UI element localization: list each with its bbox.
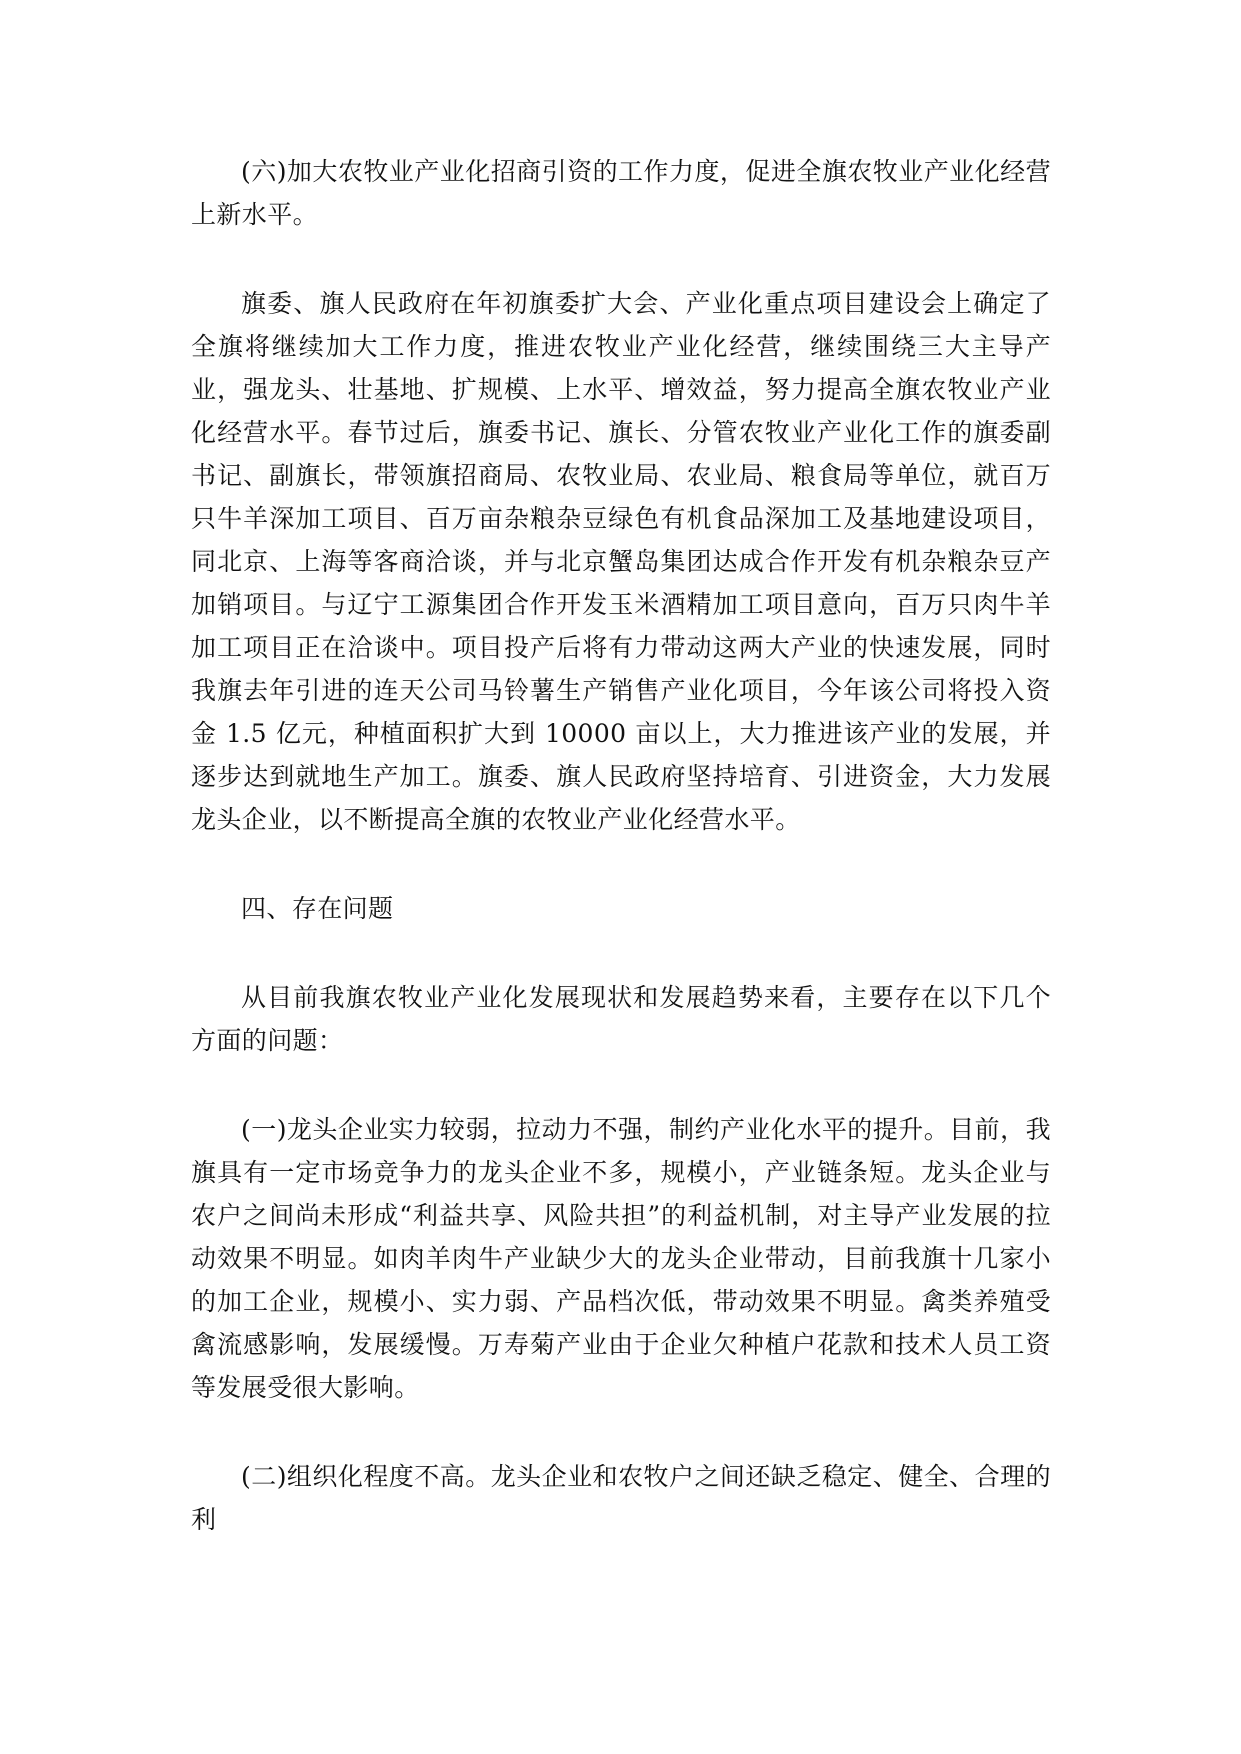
document-body	[191, 150, 1051, 1587]
paragraph-investment-work: 旗委、旗人民政府在年初旗委扩大会、产业化重点项目建设会上确定了全旗将继续加大工作力度，推进农牧业产业化经营，继续围绕三大主导产业，强龙头、壮基地、扩规模、上水平、增效益，努力提高全旗农牧业产业化经营水平。春节过后，旗委书记、旗长、分管农牧业产业化工作的旗委副书记、副旗长，带领旗招商局、农牧业局、农业局、粮食局等单位，就百万只牛羊深加工项目、百万亩杂粮杂豆绿色有机食品深加工及基地建设项目，同北京、上海等客商洽谈，并与北京蟹岛集团达成合作开发有机杂粮杂豆产加销项目。与辽宁工源集团合作开发玉米酒精加工项目意向，百万只肉牛羊加工项目正在洽谈中。项目投产后将有力带动这两大产业的快速发展，同时我旗去年引进的连天公司马铃薯生产销售产业化项目，今年该公司将投入资金 1.5 亿元，种植面积扩大到 10000 亩以上，大力推进该产业的发展，并逐步达到就地生产加工。旗委、旗人民政府坚持培育、引进资金，大力发展龙头企业，以不断提高全旗的农牧业产业化经营水平。	[191, 289, 1051, 834]
paragraph-problem-two: (二)组织化程度不高。龙头企业和农牧户之间还缺乏稳定、健全、合理的利	[191, 1462, 1051, 1534]
section-heading-existing-problems: 四、存在问题	[241, 894, 394, 923]
paragraph-problem-one: (一)龙头企业实力较弱，拉动力不强，制约产业化水平的提升。目前，我旗具有一定市场竞争力的龙头企业不多，规模小，产业链条短。龙头企业与农户之间尚未形成“利益共享、风险共担”的利益机制，对主导产业发展的拉动效果不明显。如肉羊肉牛产业缺少大的龙头企业带动，目前我旗十几家小的加工企业，规模小、实力弱、产品档次低，带动效果不明显。禽类养殖受禽流感影响，发展缓慢。万寿菊产业由于企业欠种植户花款和技术人员工资等发展受很大影响。	[191, 1115, 1051, 1402]
paragraph-problems-intro: 从目前我旗农牧业产业化发展现状和发展趋势来看，主要存在以下几个方面的问题：	[191, 983, 1051, 1055]
paragraph-section-six-heading: (六)加大农牧业产业化招商引资的工作力度，促进全旗农牧业产业化经营上新水平。	[191, 157, 1051, 229]
